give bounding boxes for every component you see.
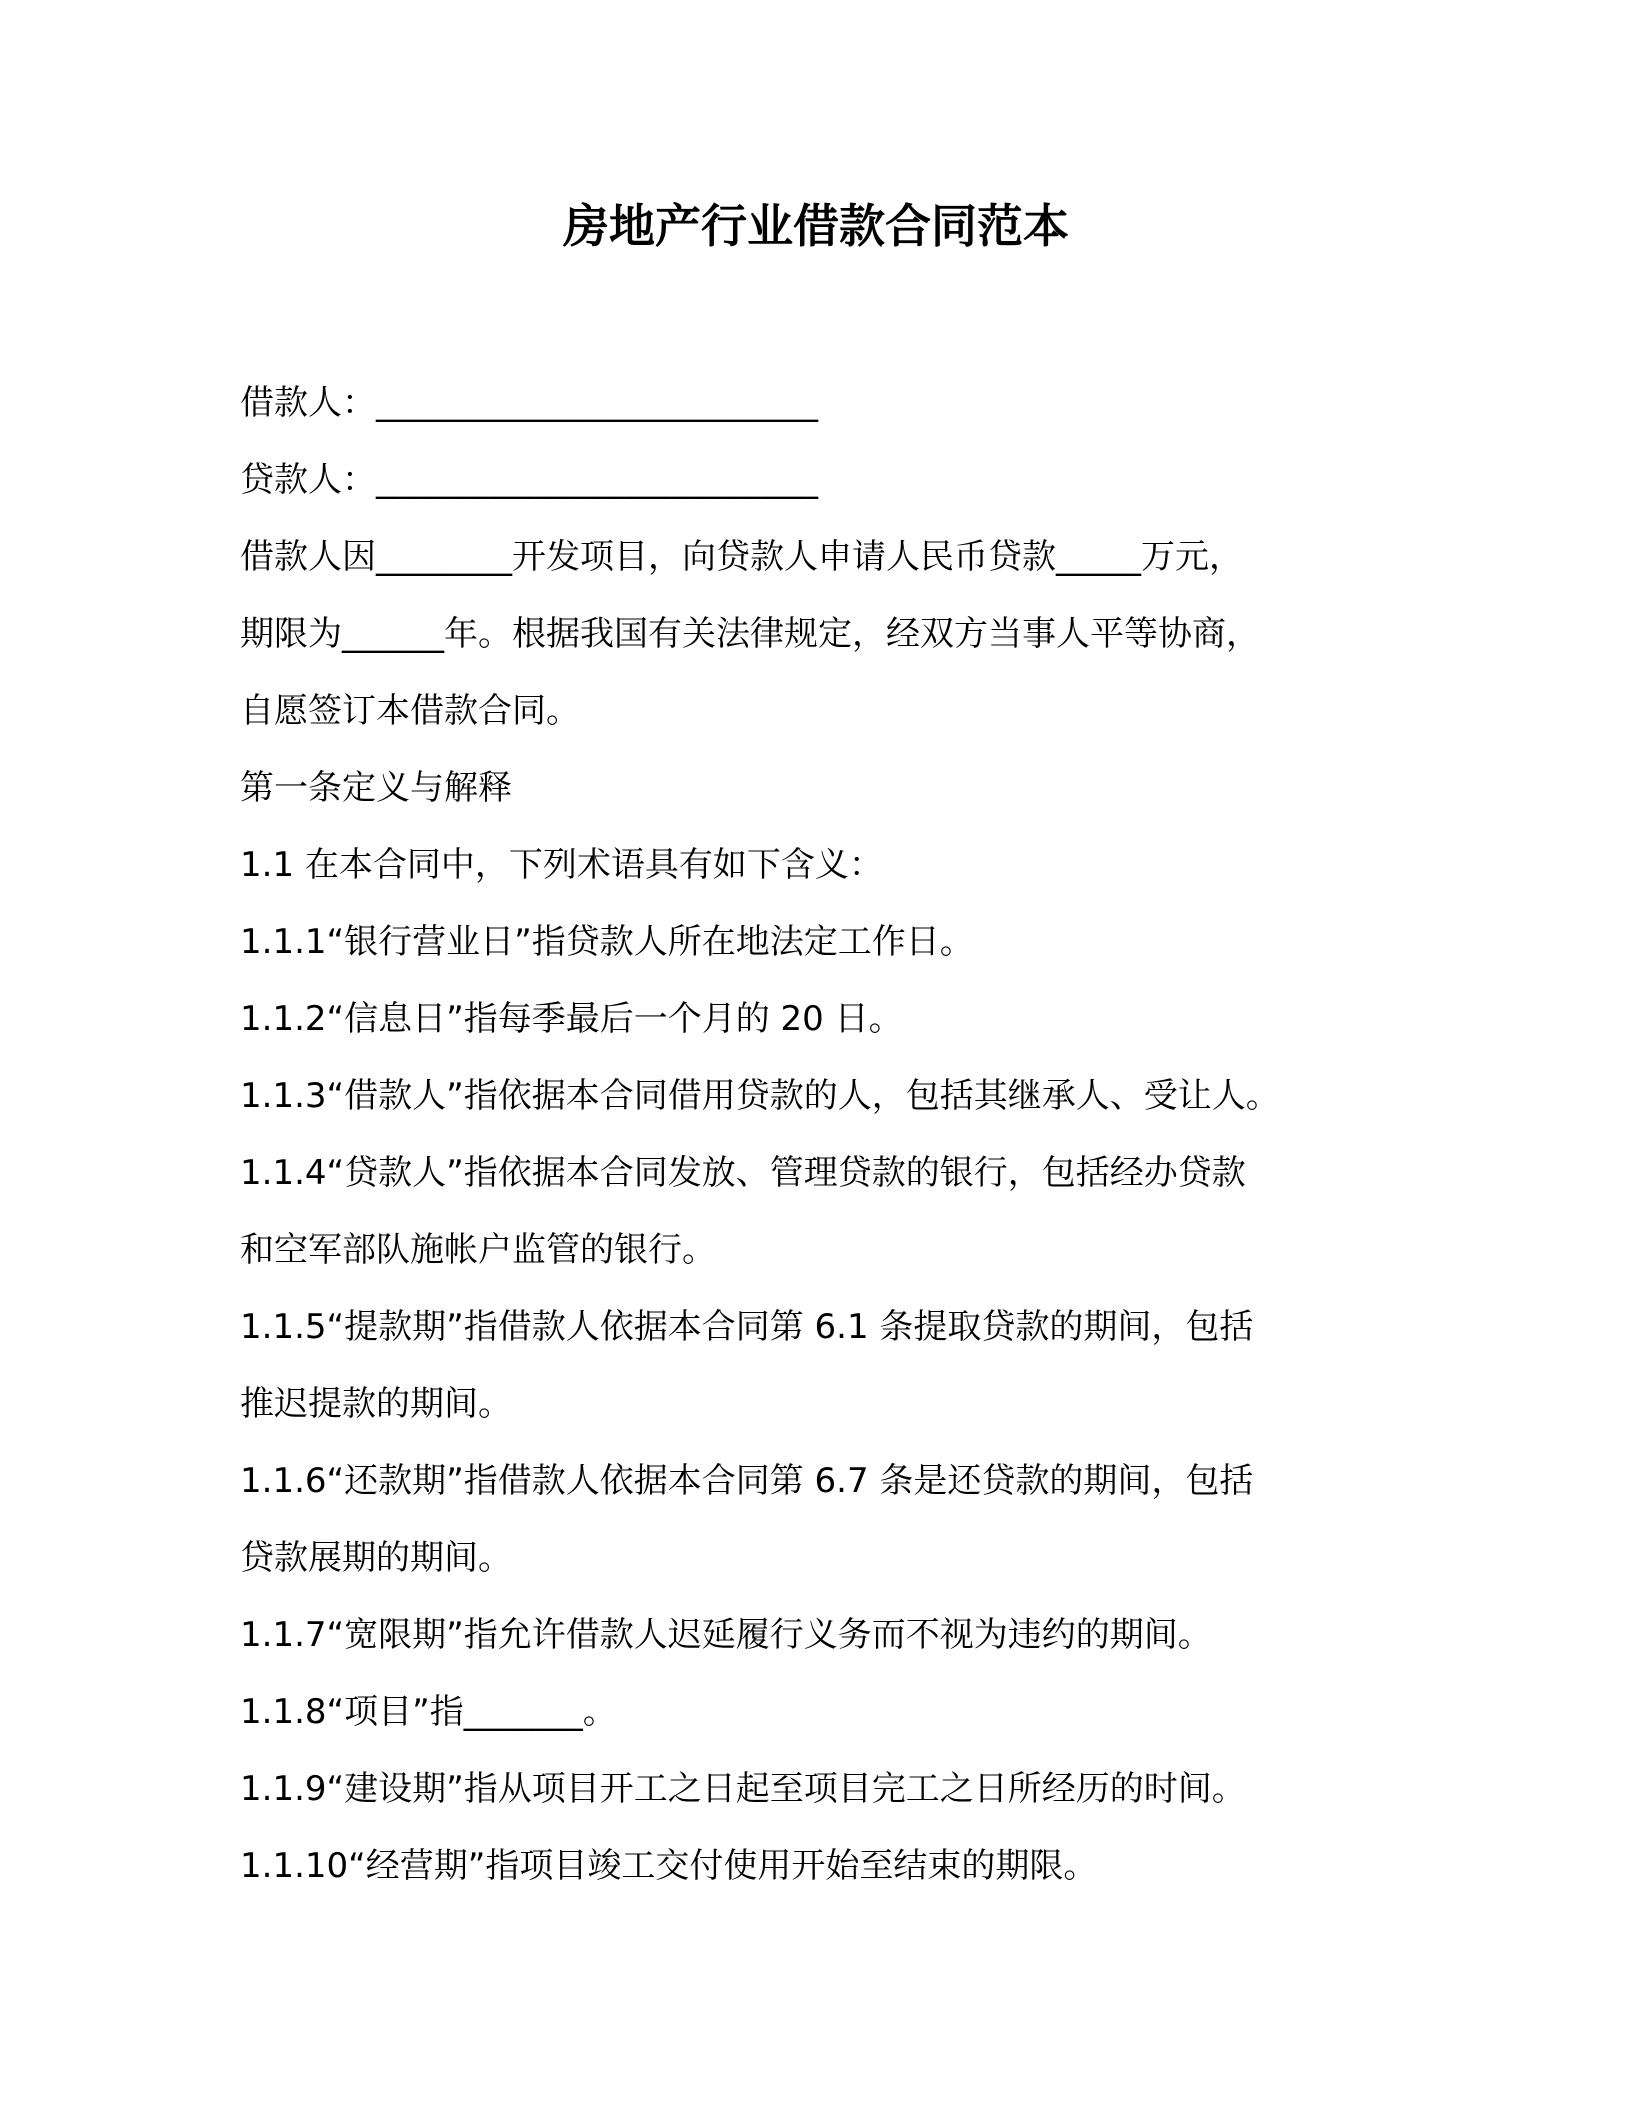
clause-1-1-6: 1.1.6“还款期”指借款人依据本合同第 6.7 条是还贷款的期间，包括: [240, 1461, 1254, 1501]
clause-1-1-7: 1.1.7“宽限期”指允许借款人迟延履行义务而不视为违约的期间。: [240, 1615, 1212, 1655]
clause-1-1-8: 1.1.8“项目”指_______。: [240, 1692, 617, 1732]
clause-1-1-6-cont: 贷款展期的期间。: [240, 1538, 512, 1578]
document-body: [240, 365, 1420, 1905]
clause-1-1: 1.1 在本合同中，下列术语具有如下含义：: [240, 845, 883, 885]
article-heading: 第一条定义与解释: [240, 768, 512, 808]
clause-1-1-10: 1.1.10“经营期”指项目竣工交付使用开始至结束的期限。: [240, 1846, 1098, 1886]
preamble-line-2: 期限为______年。根据我国有关法律规定，经双方当事人平等协商，: [240, 614, 1260, 654]
lender-line: 贷款人：__________________________: [240, 460, 818, 500]
preamble-line-1: 借款人因________开发项目，向贷款人申请人民币贷款_____万元，: [240, 537, 1243, 577]
clause-1-1-1: 1.1.1“银行营业日”指贷款人所在地法定工作日。: [240, 922, 974, 962]
document-title: 房地产行业借款合同范本: [563, 199, 1069, 253]
clause-1-1-4: 1.1.4“贷款人”指依据本合同发放、管理贷款的银行，包括经办贷款: [240, 1153, 1246, 1193]
clause-1-1-9: 1.1.9“建设期”指从项目开工之日起至项目完工之日所经历的时间。: [240, 1769, 1246, 1809]
borrower-line: 借款人：__________________________: [240, 383, 818, 423]
clause-1-1-5: 1.1.5“提款期”指借款人依据本合同第 6.1 条提取贷款的期间，包括: [240, 1307, 1254, 1347]
clause-1-1-4-cont: 和空军部队施帐户监管的银行。: [240, 1230, 716, 1270]
clause-1-1-5-cont: 推迟提款的期间。: [240, 1384, 512, 1424]
clause-1-1-2: 1.1.2“信息日”指每季最后一个月的 20 日。: [240, 999, 903, 1039]
clause-1-1-3: 1.1.3“借款人”指依据本合同借用贷款的人，包括其继承人、受让人。: [240, 1076, 1280, 1116]
preamble-line-3: 自愿签订本借款合同。: [240, 691, 580, 731]
